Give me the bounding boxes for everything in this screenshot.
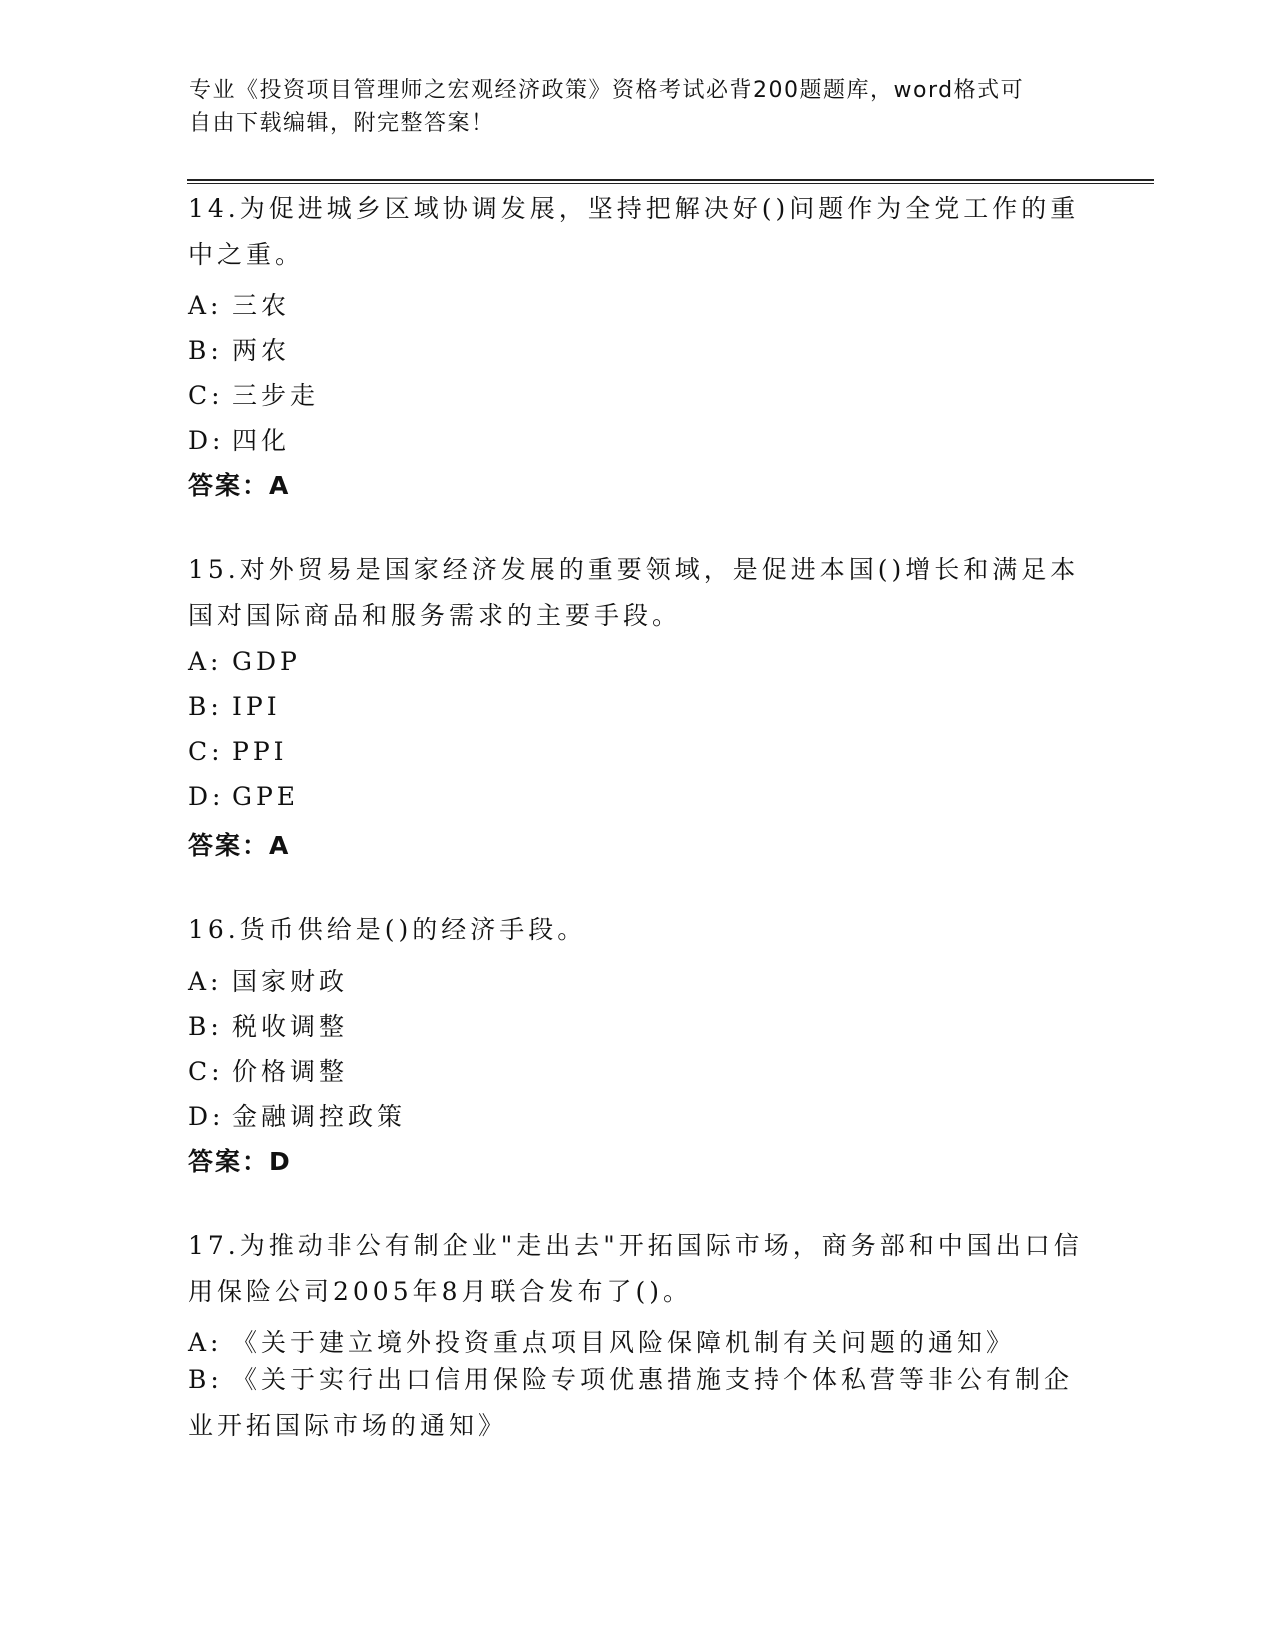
option-label: D: <box>188 426 225 455</box>
option-label: B: <box>188 1365 223 1394</box>
header-divider-thick <box>187 179 1154 181</box>
option-text: 《关于建立境外投资重点项目风险保障机制有关问题的通知》 <box>232 1328 1016 1357</box>
header-divider-thin <box>187 183 1154 184</box>
option-text: 金融调控政策 <box>232 1102 407 1131</box>
option-label: A: <box>188 1328 223 1357</box>
option-label: B: <box>188 1012 223 1041</box>
option-text: 四化 <box>232 426 291 455</box>
question-14-option-c <box>188 376 319 412</box>
question-15-option-c <box>188 737 288 766</box>
question-14-option-b <box>188 331 290 367</box>
question-16-option-c <box>188 1052 348 1088</box>
question-16-answer: 答案：D <box>188 1147 292 1176</box>
question-14-stem-line-2: 中之重。 <box>188 240 305 269</box>
option-text-continued: 业开拓国际市场的通知》 <box>188 1411 508 1440</box>
option-text: GPE <box>232 782 300 811</box>
option-label: A: <box>188 647 223 676</box>
question-17-stem-line-2: 用保险公司2005年8月联合发布了()。 <box>188 1277 693 1306</box>
option-text: 税收调整 <box>232 1012 349 1041</box>
option-label: A: <box>188 291 223 320</box>
question-14-option-a <box>188 286 290 322</box>
document-header <box>189 74 1069 140</box>
option-label: B: <box>188 336 223 365</box>
option-label: C: <box>188 1057 224 1086</box>
option-text: 《关于实行出口信用保险专项优惠措施支持个体私营等非公有制企 <box>232 1365 1074 1394</box>
option-label: C: <box>188 737 224 766</box>
option-label: D: <box>188 1102 225 1131</box>
option-text: 三农 <box>232 291 291 320</box>
question-14-stem-line-1: 14.为促进城乡区域协调发展，坚持把解决好()问题作为全党工作的重 <box>188 194 1080 223</box>
question-16-option-d <box>188 1097 406 1133</box>
question-15-option-d <box>188 782 299 811</box>
header-line-2: 自由下载编辑，附完整答案！ <box>189 111 495 136</box>
question-14-answer: 答案：A <box>188 471 291 500</box>
option-text: 两农 <box>232 336 291 365</box>
question-16-option-a <box>188 962 348 998</box>
question-15-stem <box>188 547 1088 639</box>
question-14-stem <box>188 186 1088 278</box>
option-label: D: <box>188 782 225 811</box>
option-label: B: <box>188 692 223 721</box>
header-line-1: 专业《投资项目管理师之宏观经济政策》资格考试必背200题题库，word格式可 <box>189 78 1025 103</box>
question-17-option-b <box>188 1357 1088 1449</box>
question-16-stem <box>188 907 1088 953</box>
question-16-option-b <box>188 1007 348 1043</box>
question-14-option-d <box>188 421 290 457</box>
question-15-option-a <box>188 647 301 676</box>
question-15-stem-line-2: 国对国际商品和服务需求的主要手段。 <box>188 601 682 630</box>
option-text: 国家财政 <box>232 967 349 996</box>
option-label: A: <box>188 967 223 996</box>
question-15-answer: 答案：A <box>188 831 291 860</box>
question-16-stem-line-1: 16.货币供给是()的经济手段。 <box>188 915 587 944</box>
option-text: 三步走 <box>232 381 320 410</box>
option-text: IPI <box>232 692 281 721</box>
option-text: PPI <box>232 737 288 766</box>
option-label: C: <box>188 381 224 410</box>
question-17-stem-line-1: 17.为推动非公有制企业"走出去"开拓国际市场，商务部和中国出口信 <box>188 1231 1083 1260</box>
question-15-option-b <box>188 692 281 721</box>
question-15-stem-line-1: 15.对外贸易是国家经济发展的重要领域，是促进本国()增长和满足本 <box>188 555 1080 584</box>
question-17-option-a <box>188 1323 1015 1359</box>
option-text: GDP <box>232 647 301 676</box>
option-text: 价格调整 <box>232 1057 349 1086</box>
question-17-stem <box>188 1223 1088 1315</box>
